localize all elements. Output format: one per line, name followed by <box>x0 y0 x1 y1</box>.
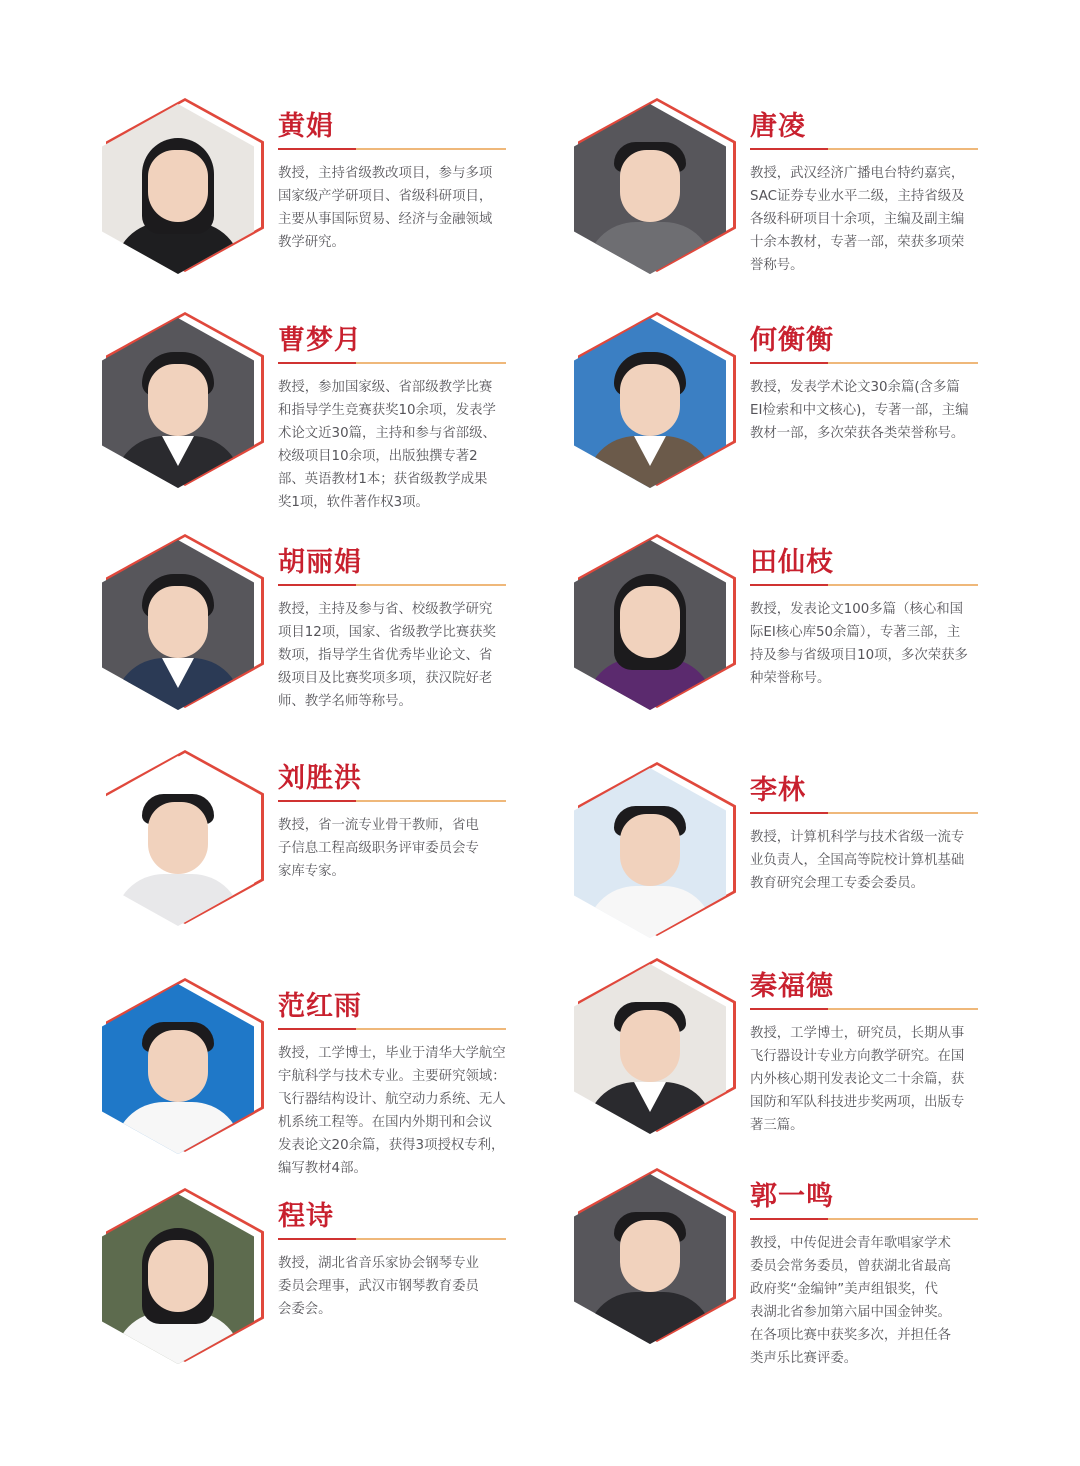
teacher-bio: 教授，发表学术论文30余篇(含多篇 EI检索和中文核心)，专著一部，主编 教材一部，多次荣获各类荣誉称号。 <box>750 380 969 441</box>
portrait-frame <box>102 318 260 492</box>
portrait-frame <box>574 540 732 714</box>
portrait-frame <box>102 1194 260 1368</box>
teacher-name: 黄娟 <box>278 111 334 142</box>
teacher-name: 何衡衡 <box>750 325 834 356</box>
teacher-bio: 教授，工学博士，研究员，长期从事 飞行器设计专业方向教学研究。在国 内外核心期刊发表论文二十余篇，获 国防和军队科技进步奖两项，出版专 著三篇。 <box>750 1026 965 1133</box>
teacher-bio: 教授，工学博士，毕业于清华大学航空 宇航科学与技术专业。主要研究领域： 飞行器结构设计、航空动力系统、无人 机系统工程等。在国内外期刊和会议 发表论文20余篇，获得3项授权专利， 编写教材4部。 <box>278 1046 506 1176</box>
portrait-frame <box>574 768 732 942</box>
teacher-name: 唐凌 <box>750 111 806 142</box>
teacher-bio: 教授，主持及参与省、校级教学研究 项目12项，国家、省级教学比赛获奖 数项，指导学生省优秀毕业论文、省 级项目及比赛奖项多项，获汉院好老 师、教学名师等称号。 <box>278 602 496 709</box>
divider <box>278 1238 506 1240</box>
portrait-frame <box>102 756 260 930</box>
teacher-bio: 教授，湖北省音乐家协会钢琴专业 委员会理事，武汉市钢琴教育委员 会委会。 <box>278 1256 479 1317</box>
portrait-frame <box>102 984 260 1158</box>
portrait-frame <box>574 318 732 492</box>
teacher-name: 田仙枝 <box>750 547 834 578</box>
teacher-name: 刘胜洪 <box>278 763 362 794</box>
teacher-name: 秦福德 <box>750 971 834 1002</box>
teacher-name: 胡丽娟 <box>278 547 362 578</box>
teacher-name: 程诗 <box>278 1201 334 1232</box>
teacher-bio: 教授，主持省级教改项目，参与多项 国家级产学研项目、省级科研项目， 主要从事国际贸易、经济与金融领域 教学研究。 <box>278 166 493 250</box>
teacher-bio: 教授，参加国家级、省部级教学比赛 和指导学生竞赛获奖10余项，发表学 术论文近30篇，主持和参与省部级、 校级项目10余项，出版独撰专著2 部、英语教材1本；获省级教学成果 奖1项，软件著作权3项。 <box>278 380 496 510</box>
divider <box>750 812 978 814</box>
divider <box>278 362 506 364</box>
teacher-name: 李林 <box>750 775 806 806</box>
divider <box>750 148 978 150</box>
divider <box>278 584 506 586</box>
divider <box>750 1218 978 1220</box>
teacher-bio: 教授，省一流专业骨干教师，省电 子信息工程高级职务评审委员会专 家库专家。 <box>278 818 479 879</box>
divider <box>750 1008 978 1010</box>
teacher-bio: 教授，发表论文100多篇（核心和国 际EI核心库50余篇），专著三部，主 持及参与省级项目10项，多次荣获多 种荣誉称号。 <box>750 602 968 686</box>
teacher-bio: 教授，中传促进会青年歌唱家学术 委员会常务委员，曾获湖北省最高 政府奖“金编钟”美声组银奖，代 表湖北省参加第六届中国金钟奖。 在各项比赛中获奖多次，并担任各 类声乐比赛评委。 <box>750 1236 951 1366</box>
divider <box>278 1028 506 1030</box>
portrait-frame <box>102 104 260 278</box>
teacher-name: 郭一鸣 <box>750 1181 834 1212</box>
portrait-frame <box>574 104 732 278</box>
divider <box>278 148 506 150</box>
teacher-name: 范红雨 <box>278 991 362 1022</box>
divider <box>750 584 978 586</box>
portrait-frame <box>102 540 260 714</box>
teacher-bio: 教授，计算机科学与技术省级一流专 业负责人，全国高等院校计算机基础 教育研究会理工专委会委员。 <box>750 830 965 891</box>
portrait-frame <box>574 1174 732 1348</box>
divider <box>750 362 978 364</box>
teacher-bio: 教授，武汉经济广播电台特约嘉宾， SAC证券专业水平二级，主持省级及 各级科研项目十余项，主编及副主编 十余本教材，专著一部，荣获多项荣 誉称号。 <box>750 166 965 273</box>
teacher-name: 曹梦月 <box>278 325 362 356</box>
portrait-frame <box>574 964 732 1138</box>
divider <box>278 800 506 802</box>
